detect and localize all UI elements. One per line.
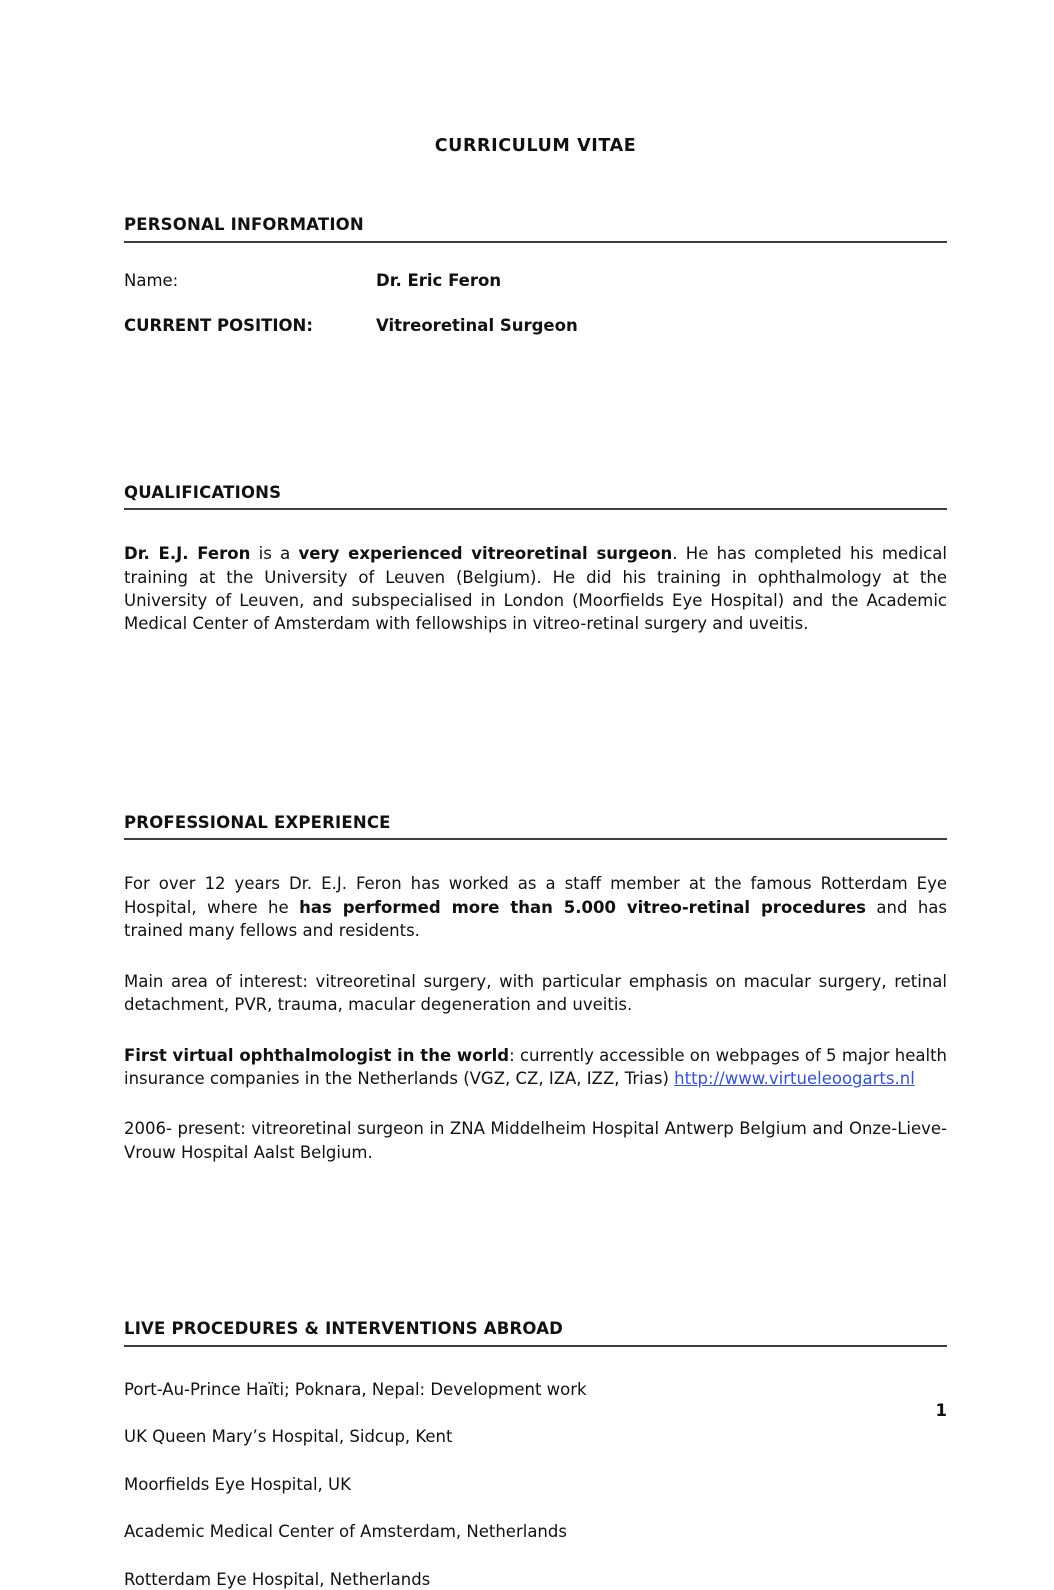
page-number: 1 (935, 1400, 947, 1420)
experience-bold-procedures: has performed more than 5.000 vitreo-retinal procedures (299, 897, 866, 917)
list-item: Rotterdam Eye Hospital, Netherlands (124, 1569, 431, 1589)
experience-text-1: For over 12 years Dr. E.J. Feron has worked as a staff member at the famous Rotterdam Eye Hospital, where he (124, 874, 947, 917)
current-position-label: CURRENT POSITION: (124, 316, 313, 336)
info-row-current-position (124, 315, 947, 336)
qualifications-paragraph (124, 542, 947, 636)
name-label: Name: (124, 270, 179, 290)
section-heading-live-procedures: LIVE PROCEDURES & INTERVENTIONS ABROAD (124, 1319, 947, 1347)
name-value: Dr. Eric Feron (376, 270, 502, 290)
qualifications-bold-name: Dr. E.J. Feron (124, 544, 251, 564)
list-item: Port-Au-Prince Haïti; Poknara, Nepal: Development work (124, 1379, 587, 1399)
experience-text-2: and has trained many fellows and residents. (124, 897, 947, 941)
qualifications-text-1: is a (250, 544, 299, 564)
page-title: CURRICULUM VITAE (434, 136, 637, 156)
experience-text-3: : currently accessible on webpages of 5 major health insurance companies in the Netherlands (VGZ, CZ, IZA, IZZ, Trias) (124, 1045, 947, 1088)
list-item: Moorfields Eye Hospital, UK (124, 1474, 351, 1494)
virtueleoogarts-link[interactable]: http://www.virtueleoogarts.nl (674, 1068, 915, 1088)
section-heading-qualifications: QUALIFICATIONS (124, 483, 947, 511)
list-item: UK Queen Mary’s Hospital, Sidcup, Kent (124, 1427, 453, 1447)
experience-paragraph-1 (124, 872, 947, 942)
list-item: Academic Medical Center of Amsterdam, Netherlands (124, 1522, 567, 1542)
qualifications-text-2: . He has completed his medical training at the University of Leuven (Belgium). He did his training in ophthalmology at the University of Leuven, and subspecialised in London (Moorfields Eye Hospital) and the Academic Medical Center of Amsterdam with fellowships in vitreo-retinal surgery and uveitis. (124, 544, 947, 634)
experience-paragraph-2: Main area of interest: vitreoretinal surgery, with particular emphasis on macular surgery, retinal detachment, PVR, trauma, macular degeneration and uveitis. (124, 971, 947, 1015)
document-content (124, 0, 947, 1590)
info-row-name (124, 270, 947, 291)
qualifications-bold-descriptor: very experienced vitreoretinal surgeon (298, 544, 673, 564)
experience-paragraph-4: 2006- present: vitreoretinal surgeon in ZNA Middelheim Hospital Antwerp Belgium and Onze-Lieve-Vrouw Hospital Aalst Belgium. (124, 1119, 947, 1162)
experience-bold-first-virtual: First virtual ophthalmologist in the world (124, 1045, 510, 1065)
section-heading-personal-information: PERSONAL INFORMATION (124, 215, 947, 243)
section-heading-professional-experience: PROFESSIONAL EXPERIENCE (124, 813, 947, 841)
current-position-value: Vitreoretinal Surgeon (376, 316, 578, 336)
experience-paragraph-3 (124, 1044, 947, 1091)
